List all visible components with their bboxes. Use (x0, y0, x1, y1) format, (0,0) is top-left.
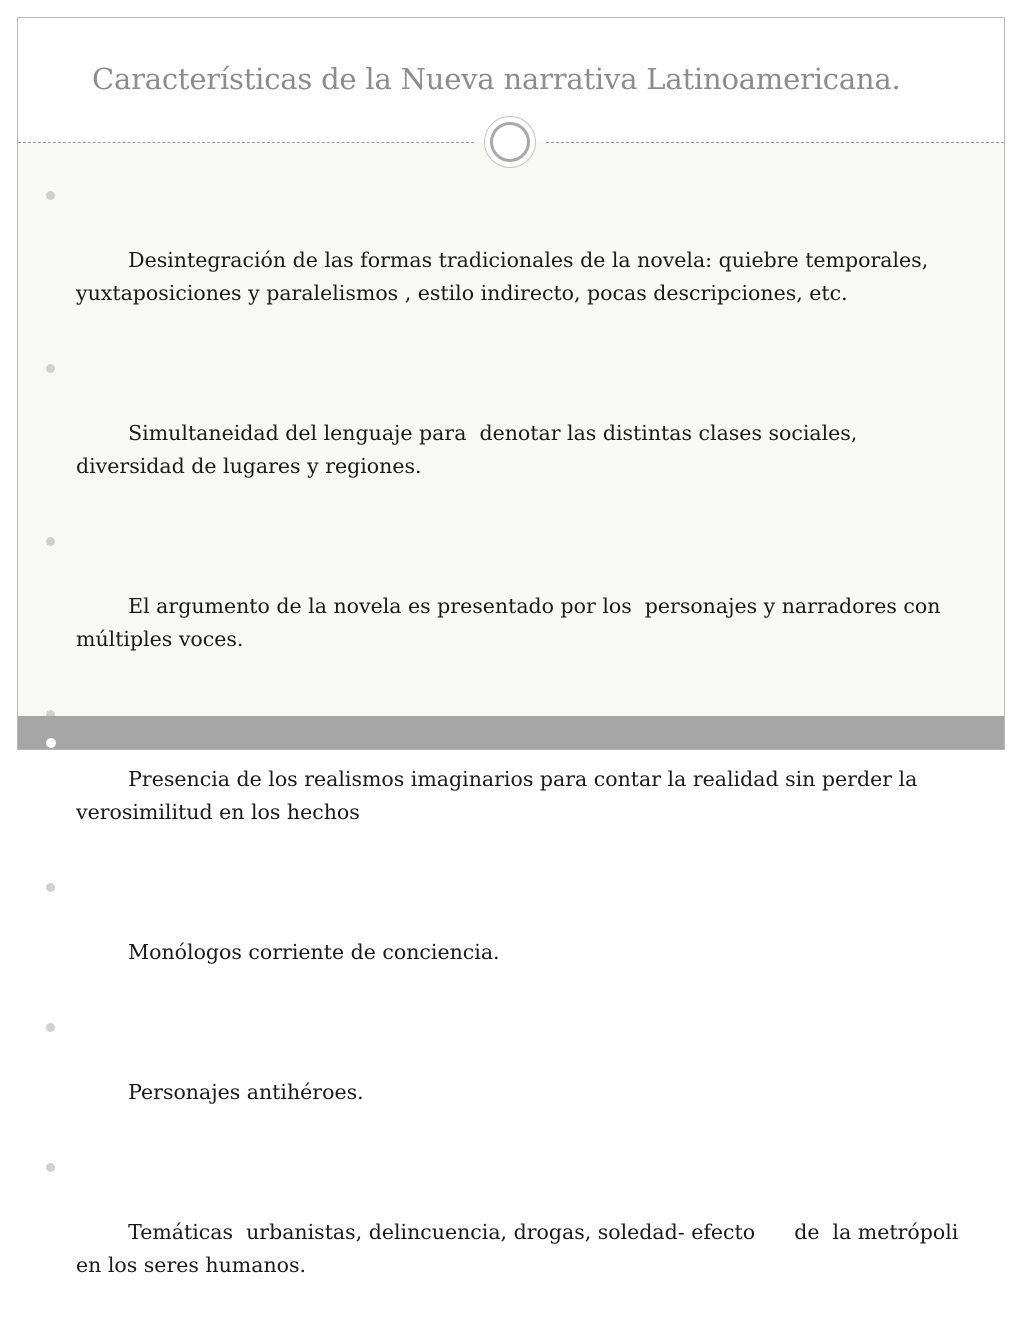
bullet-item (18, 351, 1004, 516)
bullet-item (18, 524, 1004, 689)
footer-dot-icon (46, 738, 56, 748)
bullet-dot-icon (46, 1163, 55, 1172)
bullet-text: Simultaneidad del lenguaje para denotar las distintas clases sociales, diversidad de lugares y regiones. (76, 421, 864, 478)
circle-ornament-icon (484, 116, 536, 168)
bullet-dot-icon (46, 537, 55, 546)
bullet-text: El argumento de la novela es presentado por los personajes y narradores con múltiples voces. (76, 594, 947, 651)
content-area (18, 178, 1004, 1323)
bullet-text: Monólogos corriente de conciencia. (128, 940, 500, 964)
bullet-item (18, 870, 1004, 1002)
title-divider-right (546, 142, 1004, 143)
bullet-text: Personajes antihéroes. (128, 1080, 364, 1104)
bullet-item (18, 1150, 1004, 1315)
bullet-item (18, 178, 1004, 343)
bullet-dot-icon (46, 364, 55, 373)
slide (17, 17, 1005, 1277)
slide-title: Características de la Nueva narrativa Latinoamericana. (92, 62, 901, 96)
bullet-text: Desintegración de las formas tradicionales de la novela: quiebre temporales, yuxtaposiciones y paralelismos , estilo indirecto, pocas descripciones, etc. (76, 248, 935, 305)
title-divider-left (18, 142, 474, 143)
footer-bar (18, 716, 1004, 749)
bullet-item (18, 1010, 1004, 1142)
bullet-text: Presencia de los realismos imaginarios para contar la realidad sin perder la verosimilitud en los hechos (76, 767, 931, 824)
bullet-dot-icon (46, 191, 55, 200)
bullet-dot-icon (46, 883, 55, 892)
bullet-dot-icon (46, 1023, 55, 1032)
bullet-text: Temáticas urbanistas, delincuencia, drogas, soledad- efecto de la metrópoli en los seres humanos. (76, 1220, 965, 1277)
